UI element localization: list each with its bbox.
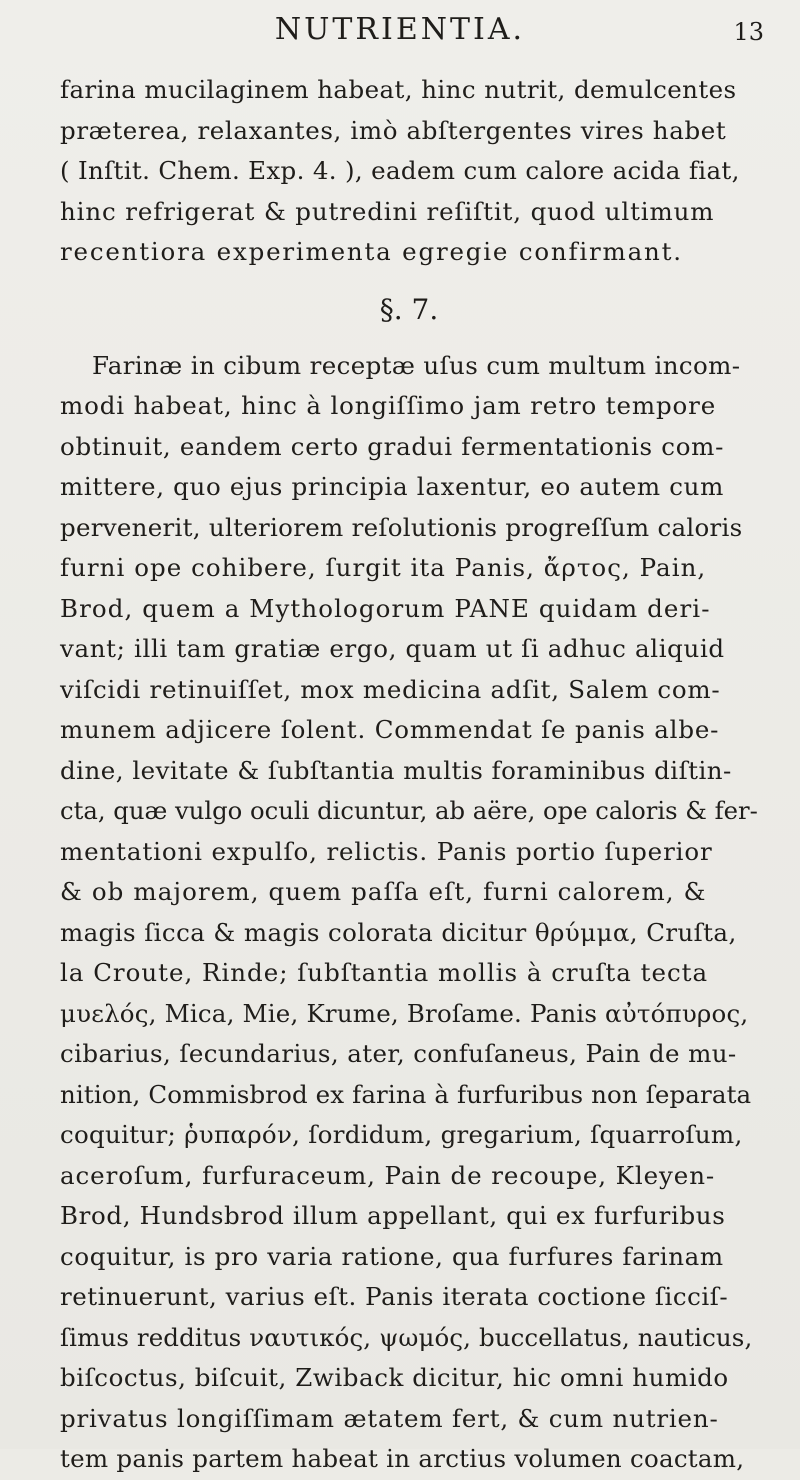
text-line: obtinuit, eandem certo gradui fermentationis com- (60, 431, 725, 461)
text-line: Brod, Hundsbrod illum appellant, qui ex furfuribus (60, 1201, 726, 1230)
text-line: viſcidi retinuiſſet, mox medicina adſit, Salem com- (60, 674, 721, 704)
text-line: farina mucilaginem habeat, hinc nutrit, demulcentes (60, 75, 737, 104)
text-line: privatus longiſſimam ætatem fert, & cum nutrien- (60, 1403, 719, 1433)
text-line: furni ope cohibere, ſurgit ita Panis, ἄρτος, Pain, (60, 553, 707, 582)
text-line: modi habeat, hinc à longiſſimo jam retro tempore (60, 391, 717, 420)
text-line: ſimus redditus ναυτικός, ψωμός, buccellatus, nauticus, (60, 1322, 753, 1352)
paragraph-2 (60, 346, 758, 1480)
text-line: cibarius, ſecundarius, ater, confuſaneus, Pain de mu- (60, 1039, 737, 1068)
text-line: Farinæ in cibum receptæ uſus cum multum incom- (92, 350, 741, 380)
text-line: recentiora experimenta egregie confirmant. (60, 237, 683, 266)
paragraph-1 (60, 70, 758, 273)
text-line: magis ſicca & magis colorata dicitur θρύμμα, Cruſta, (60, 917, 737, 947)
page-number: 13 (733, 18, 764, 46)
text-line: dine, levitate & ſubſtantia multis foraminibus diſtin- (60, 755, 732, 785)
text-line: vant; illi tam gratiæ ergo, quam ut ſi adhuc aliquid (60, 634, 725, 663)
text-line: præterea, relaxantes, imò abſtergentes vires habet (60, 115, 727, 145)
page-body (60, 70, 758, 1480)
text-line: aceroſum, furfuraceum, Pain de recoupe, Kleyen- (60, 1160, 716, 1190)
section-title: §. 7. (379, 292, 439, 326)
text-line: la Croute, Rinde; ſubſtantia mollis à cruſta tecta (60, 958, 709, 987)
text-line: hinc refrigerat & putredini reſiſtit, quod ultimum (60, 196, 715, 226)
text-line: Brod, quem a Mythologorum PANE quidam deri- (60, 593, 711, 623)
text-line: & ob majorem, quem paſſa eſt, furni calorem, & (60, 877, 707, 906)
text-line: coquitur, is pro varia ratione, qua furfures farinam (60, 1241, 724, 1271)
running-head: NUTRIENTIA. (274, 12, 526, 47)
text-line: μυελός, Mica, Mie, Krume, Broſame. Panis αὐτόπυρος, (60, 998, 749, 1028)
text-line: mittere, quo ejus principia laxentur, eo autem cum (60, 472, 725, 501)
text-line: tem panis partem habeat in arctius volumen coactam, (60, 1444, 745, 1473)
page-header (0, 12, 800, 56)
text-line: munem adjicere ſolent. Commendat ſe panis albe- (60, 715, 720, 744)
text-line: mentationi expulſo, relictis. Panis portio ſuperior (60, 836, 713, 866)
text-line: nition, Commisbrod ex farina à furfuribus non ſeparata (60, 1079, 752, 1109)
text-line: pervenerit, ulteriorem reſolutionis progreſſum caloris (60, 512, 743, 542)
text-line: cta, quæ vulgo oculi dicuntur, ab aëre, ope caloris & fer- (60, 796, 758, 825)
text-line: biſcoctus, biſcuit, Zwiback dicitur, hic omni humido (60, 1363, 729, 1392)
text-line: coquitur; ῥυπαρόν, ſordidum, gregarium, ſquarroſum, (60, 1120, 743, 1149)
text-line: ( Inſtit. Chem. Exp. 4. ), eadem cum calore acida fiat, (60, 156, 740, 185)
text-line: retinuerunt, varius eſt. Panis iterata coctione ſicciſ- (60, 1282, 729, 1311)
